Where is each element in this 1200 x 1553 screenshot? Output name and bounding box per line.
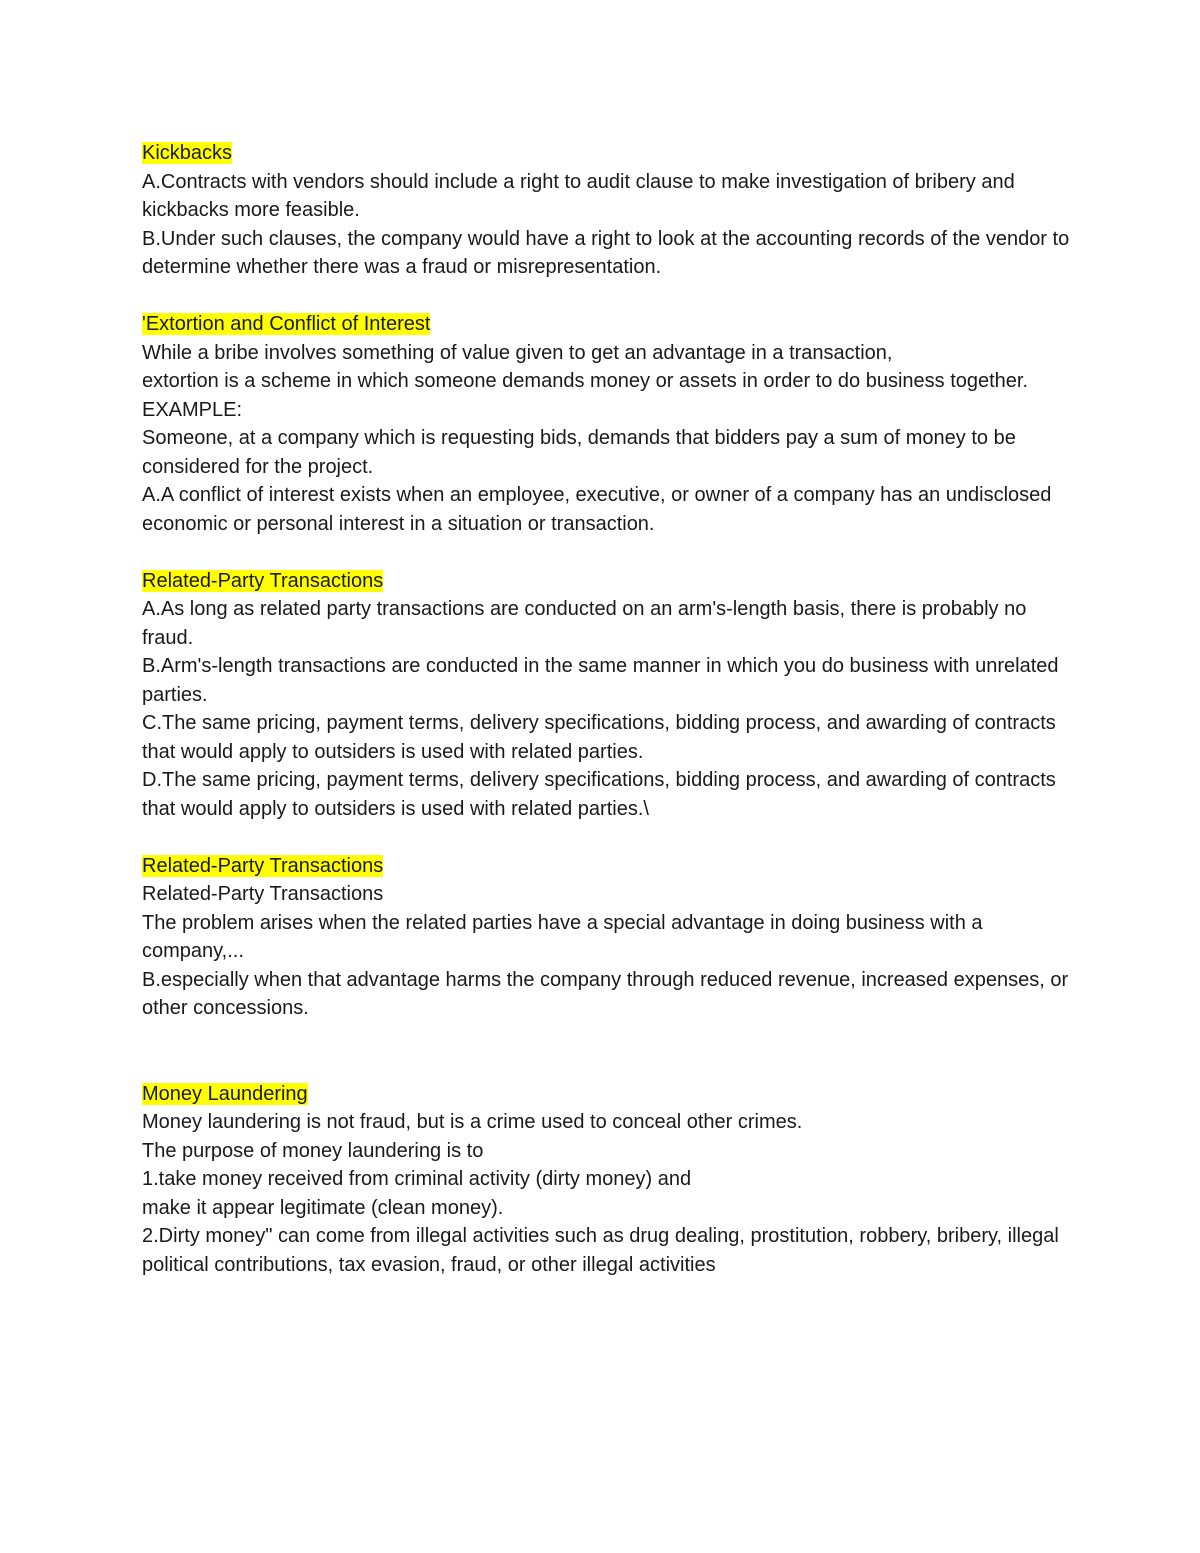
paragraph-line: extortion is a scheme in which someone demands money or assets in order to do business together.: [142, 370, 1029, 392]
section-heading: Related-Party Transactions: [142, 854, 384, 877]
paragraph-line: 2.Dirty money" can come from illegal activities such as drug dealing, prostitution, robbery, bribery, illegal political contributions, tax evasion, fraud, or other illegal activities: [142, 1225, 1059, 1276]
paragraph-line: B.Under such clauses, the company would have a right to look at the accounting records of the vendor to determine whether there was a fraud or misrepresentation.: [142, 227, 1070, 278]
section-heading: Kickbacks: [142, 142, 233, 164]
paragraph-line: B.Arm's-length transactions are conducted in the same manner in which you do business with unrelated parties.: [142, 655, 1059, 706]
section-related-party-2: [142, 852, 1072, 1023]
paragraph-line: While a bribe involves something of value given to get an advantage in a transaction,: [142, 341, 893, 364]
paragraph-line: Someone, at a company which is requesting bids, demands that bidders pay a sum of money to be considered for the project.: [142, 427, 1016, 478]
paragraph-line: Money laundering is not fraud, but is a crime used to conceal other crimes.: [142, 1111, 803, 1133]
section-heading: 'Extortion and Conflict of Interest: [142, 313, 431, 335]
paragraph-line: B.especially when that advantage harms the company through reduced revenue, increased expenses, or other concessions.: [142, 968, 1069, 1019]
paragraph-line: A.A conflict of interest exists when an employee, executive, or owner of a company has an undisclosed economic or personal interest in a situation or transaction.: [142, 484, 1052, 535]
paragraph-line: D.The same pricing, payment terms, delivery specifications, bidding process, and awarding of contracts that would apply to outsiders is used with related parties.\: [142, 769, 1056, 820]
section-heading: Money Laundering: [142, 1082, 308, 1105]
paragraph-line: A.Contracts with vendors should include a right to audit clause to make investigation of bribery and kickbacks more feasible.: [142, 170, 1015, 221]
paragraph-line: A.As long as related party transactions are conducted on an arm's-length basis, there is probably no fraud.: [142, 598, 1027, 649]
document-page: [142, 139, 1072, 1279]
paragraph-line: EXAMPLE:: [142, 398, 243, 421]
paragraph-line: make it appear legitimate (clean money).: [142, 1196, 504, 1219]
section-related-party-1: [142, 567, 1072, 824]
section-extortion: [142, 310, 1072, 538]
section-heading: Related-Party Transactions: [142, 569, 384, 592]
paragraph-line: The problem arises when the related parties have a special advantage in doing business with a company,...: [142, 911, 983, 962]
paragraph-line: Related-Party Transactions: [142, 883, 384, 905]
paragraph-line: C.The same pricing, payment terms, delivery specifications, bidding process, and awarding of contracts that would apply to outsiders is used with related parties.: [142, 712, 1056, 763]
section-kickbacks: [142, 139, 1072, 282]
paragraph-line: The purpose of money laundering is to: [142, 1139, 484, 1162]
section-money-laundering: [142, 1080, 1072, 1280]
paragraph-line: 1.take money received from criminal activity (dirty money) and: [142, 1168, 692, 1190]
